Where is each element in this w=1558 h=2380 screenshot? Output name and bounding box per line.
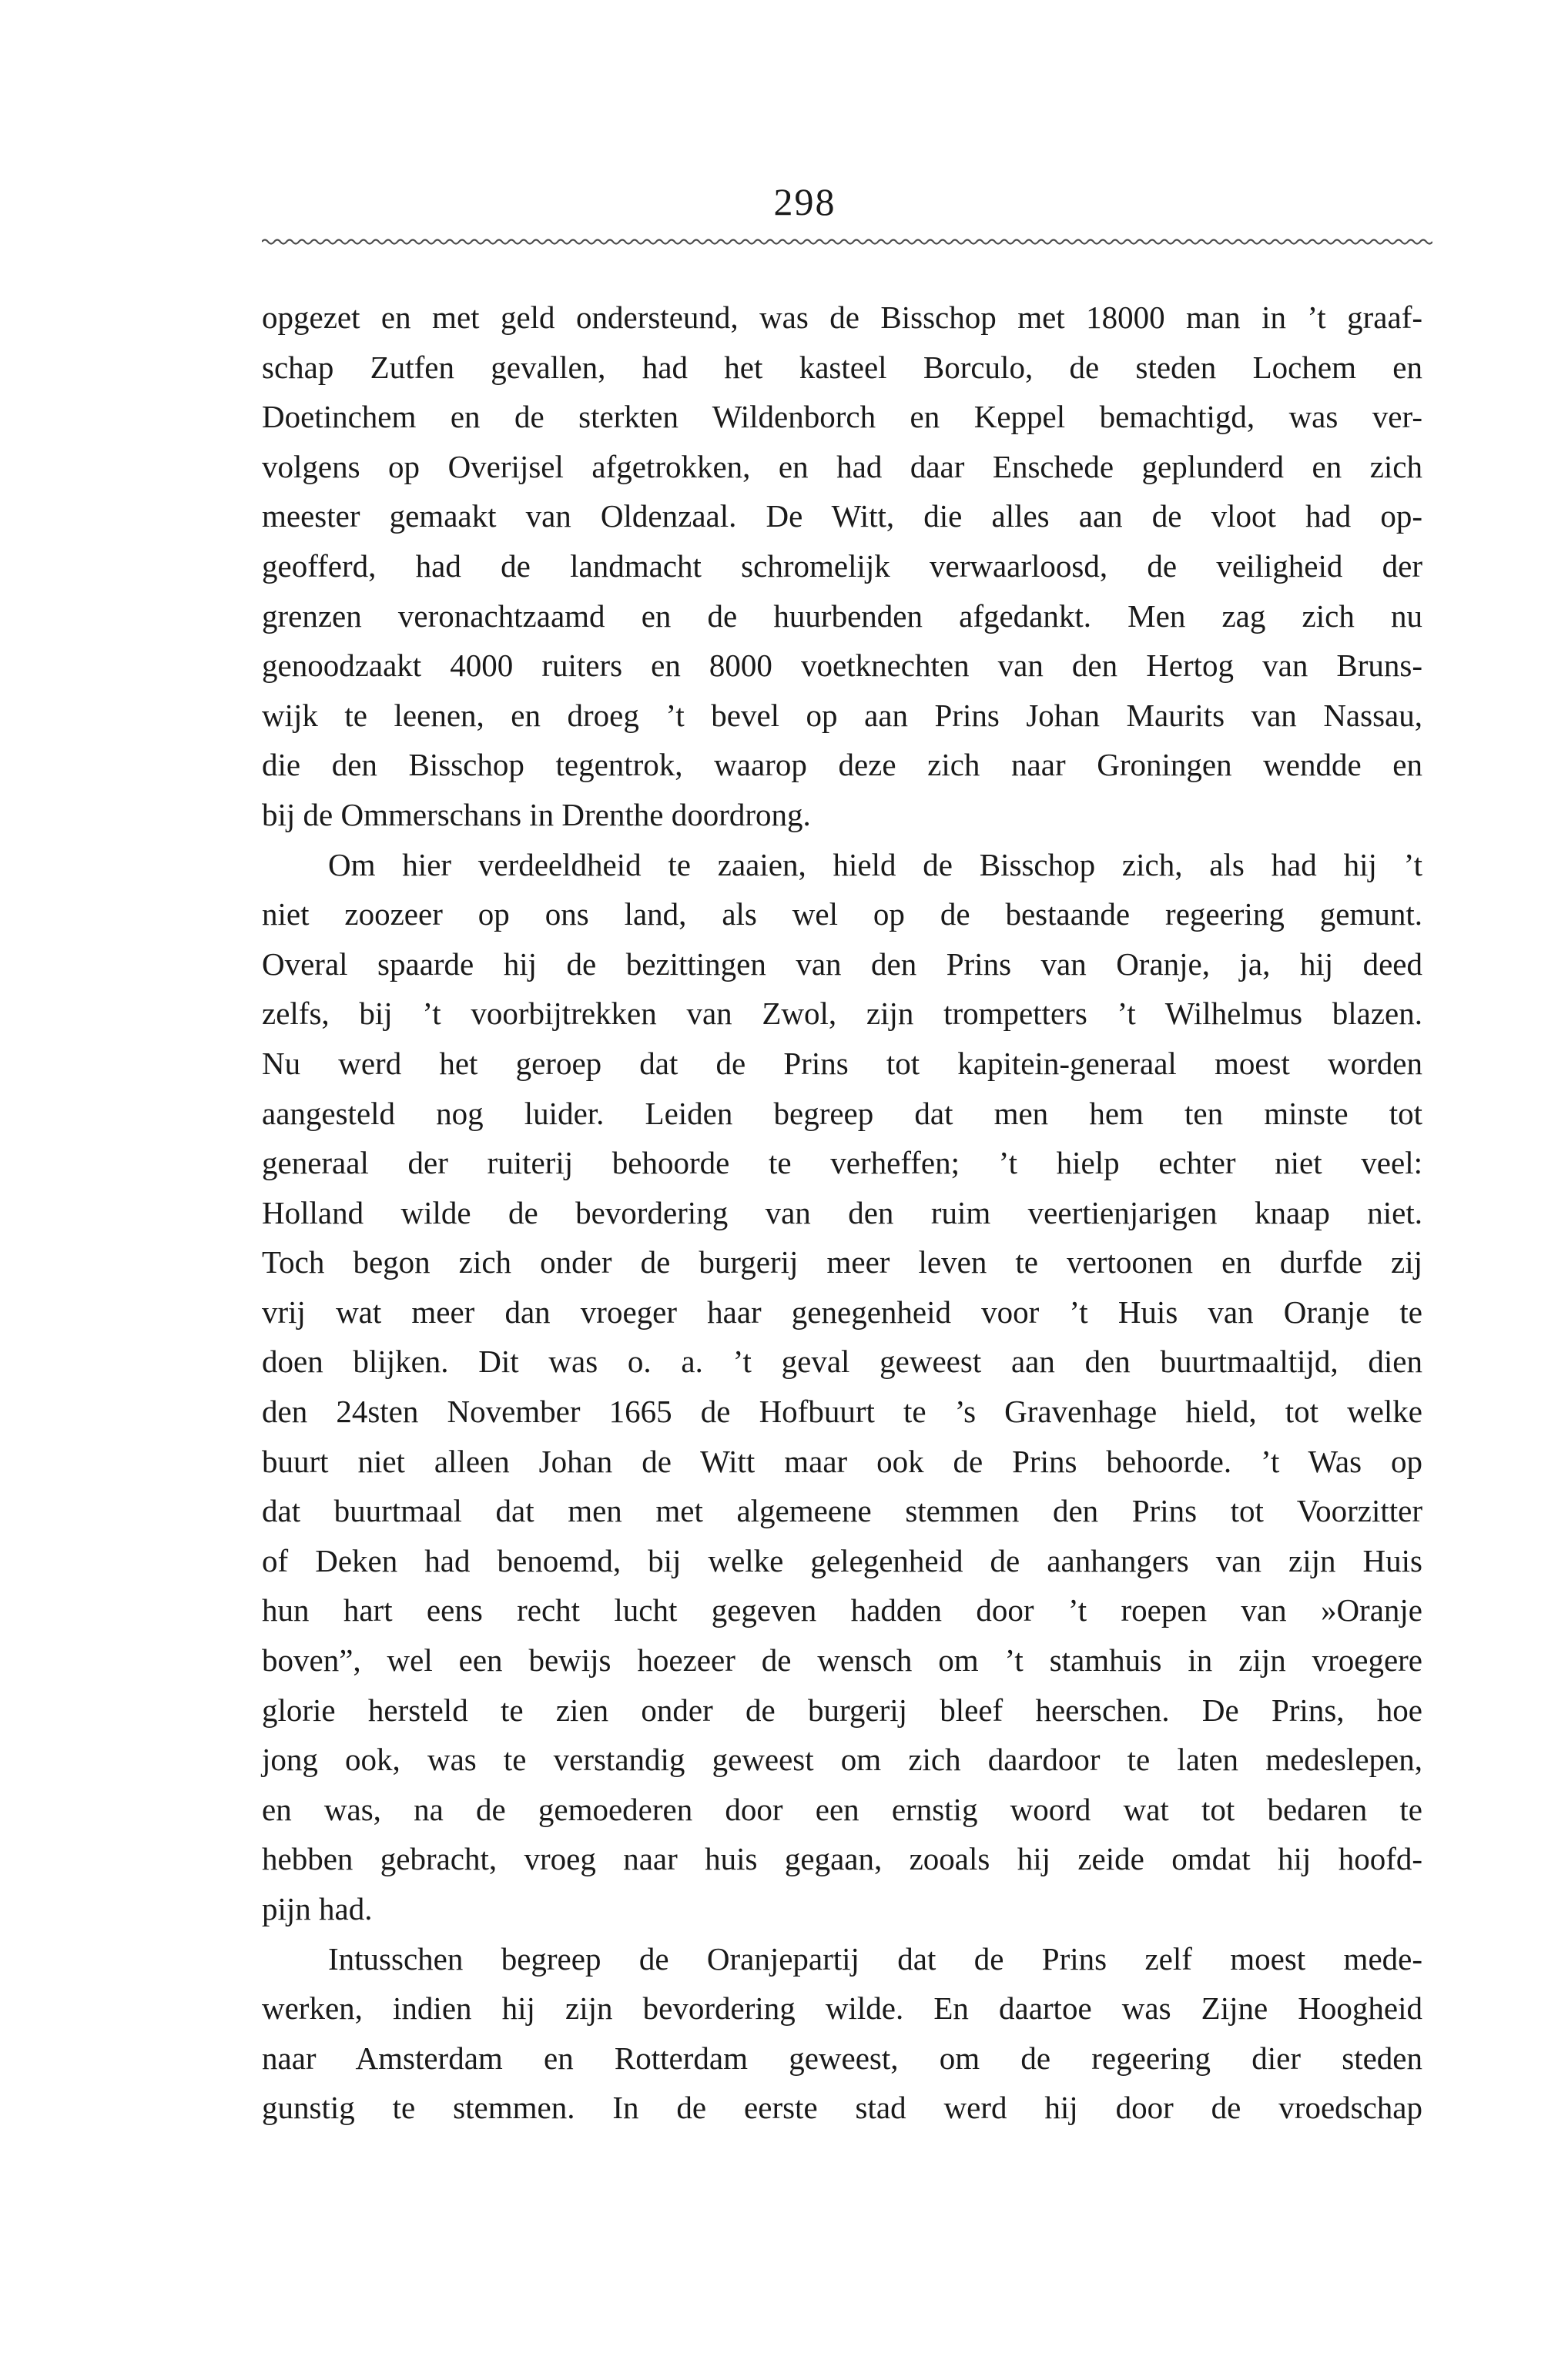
text-line: pijn had.: [262, 1891, 373, 1926]
text-line: vrij wat meer dan vroeger haar genegenheid voor ’t Huis van Oranje te: [262, 1294, 1422, 1330]
text-line: werken, indien hij zijn bevordering wilde. En daartoe was Zijne Hoogheid: [262, 1990, 1422, 2027]
text-line: wijk te leenen, en droeg ’t bevel op aan Prins Johan Maurits van Nassau,: [262, 697, 1422, 733]
wavy-rule-ornament: [262, 233, 1432, 251]
text-line: en was, na de gemoederen door een ernstig woord wat tot bedaren te: [262, 1791, 1422, 1827]
text-line: grenzen veronachtzaamd en de huurbenden afgedankt. Men zag zich nu: [262, 598, 1422, 634]
text-line: volgens op Overijsel afgetrokken, en had daar Enschede geplunderd en zich: [262, 448, 1422, 484]
text-line: geofferd, had de landmacht schromelijk verwaarloosd, de veiligheid der: [262, 547, 1422, 584]
text-line: opgezet en met geld ondersteund, was de Bisschop met 18000 man in ’t graaf-: [262, 300, 1422, 335]
text-line: of Deken had benoemd, bij welke gelegenheid de aanhangers van zijn Huis: [262, 1542, 1422, 1578]
text-line: hebben gebracht, vroeg naar huis gegaan, zooals hij zeide omdat hij hoofd-: [262, 1841, 1422, 1877]
text-line: glorie hersteld te zien onder de burgerij bleef heerschen. De Prins, hoe: [262, 1692, 1422, 1728]
text-line: niet zoozeer op ons land, als wel op de bestaande regeering gemunt.: [262, 896, 1422, 932]
text-line: meester gemaakt van Oldenzaal. De Witt, die alles aan de vloot had op-: [262, 498, 1422, 534]
text-line: genoodzaakt 4000 ruiters en 8000 voetknechten van den Hertog van Bruns-: [262, 648, 1422, 684]
text-line: aangesteld nog luider. Leiden begreep dat men hem ten minste tot: [262, 1095, 1422, 1131]
text-line: Toch begon zich onder de burgerij meer leven te vertoonen en durfde zij: [262, 1244, 1422, 1280]
text-line: generaal der ruiterij behoorde te verheffen; ’t hielp echter niet veel:: [262, 1145, 1422, 1181]
text-line: den 24sten November 1665 de Hofbuurt te ’s Gravenhage hield, tot welke: [262, 1394, 1422, 1430]
text-line: schap Zutfen gevallen, had het kasteel Borculo, de steden Lochem en: [262, 349, 1422, 385]
text-line: hun hart eens recht lucht gegeven hadden door ’t roepen van »Oranje: [262, 1592, 1422, 1629]
text-line: jong ook, was te verstandig geweest om zich daardoor te laten medeslepen,: [262, 1742, 1422, 1778]
text-line: Doetinchem en de sterkten Wildenborch en Keppel bemachtigd, was ver-: [262, 399, 1422, 435]
text-line: doen blijken. Dit was o. a. ’t geval geweest aan den buurtmaaltijd, dien: [262, 1344, 1422, 1380]
text-line: zelfs, bij ’t voorbijtrekken van Zwol, zijn trompetters ’t Wilhelmus blazen.: [262, 996, 1422, 1032]
paragraph-start-line: Om hier verdeeldheid te zaaien, hield de Bisschop zich, als had hij ’t: [328, 846, 1422, 882]
text-line: naar Amsterdam en Rotterdam geweest, om de regeering dier steden: [262, 2040, 1422, 2076]
page-number: 298: [773, 180, 836, 223]
text-line: Holland wilde de bevordering van den ruim veertienjarigen knaap niet.: [262, 1194, 1422, 1230]
text-line: boven”, wel een bewijs hoezeer de wensch om ’t stamhuis in zijn vroegere: [262, 1642, 1422, 1679]
body-text: [262, 293, 1422, 2133]
text-line: bij de Ommerschans in Drenthe doordrong.: [262, 796, 811, 832]
text-line: gunstig te stemmen. In de eerste stad werd hij door de vroedschap: [262, 2090, 1422, 2126]
text-line: Overal spaarde hij de bezittingen van den Prins van Oranje, ja, hij deed: [262, 946, 1422, 982]
text-line: Nu werd het geroep dat de Prins tot kapitein-generaal moest worden: [262, 1045, 1422, 1081]
text-line: dat buurtmaal dat men met algemeene stemmen den Prins tot Voorzitter: [262, 1493, 1422, 1529]
paragraph-start-line: Intusschen begreep de Oranjepartij dat de Prins zelf moest mede-: [328, 1940, 1422, 1977]
text-line: die den Bisschop tegentrok, waarop deze zich naar Groningen wendde en: [262, 747, 1422, 783]
text-line: buurt niet alleen Johan de Witt maar ook de Prins behoorde. ’t Was op: [262, 1443, 1422, 1479]
